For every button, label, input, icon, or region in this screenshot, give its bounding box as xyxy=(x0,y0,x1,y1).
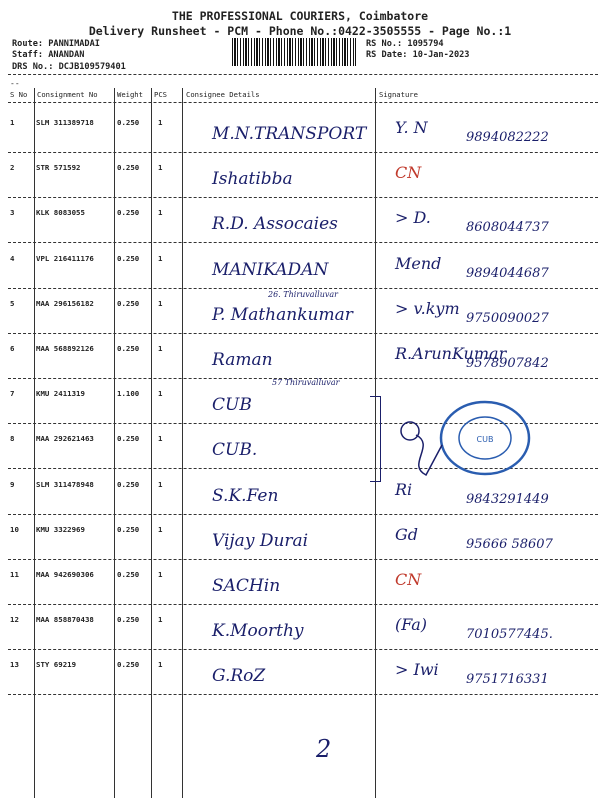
row-divider xyxy=(8,288,598,289)
row-sno: 2 xyxy=(10,163,15,173)
col-header-consignment: Consignment No xyxy=(37,90,98,99)
row-consignee: M.N.TRANSPORT xyxy=(212,124,367,144)
row-signature: Mend xyxy=(395,253,442,273)
row-divider xyxy=(8,197,598,198)
row-consignment: STR 571592 xyxy=(36,163,81,173)
row-signature: (Fa) xyxy=(395,615,428,635)
row-consignee: MANIKADAN xyxy=(212,259,329,280)
company-title: THE PROFESSIONAL COURIERS, Coimbatore xyxy=(171,9,429,23)
row-divider xyxy=(8,694,598,695)
divider xyxy=(8,102,598,103)
row-pcs: 1 xyxy=(158,208,163,218)
row-phone: 95666 58607 xyxy=(466,536,553,552)
row-consignment: MAA 292621463 xyxy=(36,434,94,444)
divider xyxy=(8,74,598,75)
row-consignment: KMU 3322969 xyxy=(36,524,85,534)
row-divider xyxy=(8,152,598,153)
row-consignee: Vijay Durai xyxy=(212,530,309,551)
row-divider xyxy=(8,242,598,243)
row-weight: 0.250 xyxy=(117,344,140,353)
row-consignment: SLM 311478948 xyxy=(36,479,94,489)
row-signature: Gd xyxy=(395,524,419,544)
row-divider xyxy=(8,649,598,650)
col-header-consignee: Consignee Details xyxy=(186,90,260,99)
row-sno: 7 xyxy=(10,389,15,399)
row-sno: 10 xyxy=(10,524,19,534)
row-consignment: MAA 858870438 xyxy=(36,615,94,625)
column-line xyxy=(151,88,152,798)
row-weight: 0.250 xyxy=(117,479,140,489)
row-consignee: SACHin xyxy=(212,576,281,596)
row-sno: 6 xyxy=(10,344,15,353)
row-signature: > Iwi xyxy=(395,660,439,680)
row-signature: > D. xyxy=(395,208,431,228)
row-phone: 9578907842 xyxy=(466,356,549,371)
barcode xyxy=(232,38,356,66)
row-phone: 9751716331 xyxy=(466,672,549,688)
row-pcs: 1 xyxy=(158,434,163,444)
col-header-weight: Weight xyxy=(117,90,143,99)
row-consignee: S.K.Fen xyxy=(212,485,279,506)
row-sno: 4 xyxy=(10,253,15,263)
row-consignee: K.Moorthy xyxy=(212,621,304,642)
route-label: Route: PANNIMADAI xyxy=(12,39,100,49)
row-sno: 12 xyxy=(10,615,19,625)
column-line xyxy=(114,88,115,798)
column-line xyxy=(34,88,35,798)
row-weight: 0.250 xyxy=(117,208,140,218)
row-pcs: 1 xyxy=(158,118,163,127)
row-weight: 0.250 xyxy=(117,253,140,263)
row-consignee: G.RoZ xyxy=(212,666,266,687)
row-pcs: 1 xyxy=(158,253,163,263)
row-consignee: Ishatibba xyxy=(212,169,293,190)
drs-number: DRS No.: DCJB109579401 xyxy=(12,62,126,72)
row-pcs: 1 xyxy=(158,615,163,625)
handwritten-note: 26. Thiruvalluvar xyxy=(268,290,338,299)
row-consignment: STY 69219 xyxy=(36,660,77,670)
row-signature: > v.kym xyxy=(395,298,460,318)
row-consignee: R.D. Assocaies xyxy=(212,214,338,235)
row-weight: 0.250 xyxy=(117,615,140,625)
row-weight: 0.250 xyxy=(117,118,140,127)
row-sno: 8 xyxy=(10,434,15,444)
column-line xyxy=(182,88,183,798)
row-phone: 7010577445. xyxy=(466,627,553,643)
row-consignee: P. Mathankumar xyxy=(212,304,353,325)
row-consignee: CUB xyxy=(212,395,252,416)
divider-dots: -- xyxy=(10,79,20,88)
rs-date: RS Date: 10-Jan-2023 xyxy=(366,50,470,60)
row-pcs: 1 xyxy=(158,298,163,308)
row-consignment: SLM 311389718 xyxy=(36,118,94,127)
handwritten-page-count: 2 xyxy=(316,735,332,763)
row-pcs: 1 xyxy=(158,570,163,579)
row-phone: 9894082222 xyxy=(466,130,549,145)
row-sno: 1 xyxy=(10,118,15,127)
col-header-sno: S No xyxy=(10,90,28,99)
row-sno: 13 xyxy=(10,660,19,670)
runsheet-subtitle: Delivery Runsheet - PCM - Phone No.:0422-3505555 - Page No.:1 xyxy=(88,24,512,38)
row-signature: Ri xyxy=(395,479,413,499)
row-signature: R.ArunKumar xyxy=(395,344,507,363)
row-consignment: MAA 568892126 xyxy=(36,344,94,353)
row-consignment: MAA 942690306 xyxy=(36,570,94,579)
row-sno: 3 xyxy=(10,208,15,218)
row-consignment: KLK 8083055 xyxy=(36,208,85,218)
row-signature: CN xyxy=(395,570,422,589)
row-phone: 9843291449 xyxy=(466,491,549,507)
handwritten-note: 57 Thiruvalluvar xyxy=(272,378,340,387)
row-signature: Y. N xyxy=(395,118,428,137)
row-weight: 0.250 xyxy=(117,434,140,444)
row-divider xyxy=(8,604,598,605)
row-pcs: 1 xyxy=(158,389,163,399)
row-consignment: VPL 216411176 xyxy=(36,253,94,263)
row-sno: 11 xyxy=(10,570,19,579)
row-weight: 1.100 xyxy=(117,389,140,399)
row-pcs: 1 xyxy=(158,660,163,670)
row-weight: 0.250 xyxy=(117,660,140,670)
svg-text:CUB: CUB xyxy=(476,435,494,444)
col-header-pcs: PCS xyxy=(154,90,167,99)
bracket-mark xyxy=(370,396,381,482)
signature-scribble xyxy=(396,415,456,489)
row-divider xyxy=(8,514,598,515)
row-sno: 5 xyxy=(10,298,15,308)
row-divider xyxy=(8,559,598,560)
row-weight: 0.250 xyxy=(117,298,140,308)
row-consignment: MAA 296156182 xyxy=(36,298,94,308)
row-phone: 9750090027 xyxy=(466,310,549,326)
row-phone: 8608044737 xyxy=(466,220,549,236)
row-weight: 0.250 xyxy=(117,163,140,173)
row-consignment: KMU 2411319 xyxy=(36,389,85,399)
row-consignee: CUB. xyxy=(212,440,258,461)
col-header-signature: Signature xyxy=(379,90,418,99)
row-weight: 0.250 xyxy=(117,570,140,579)
row-signature: CN xyxy=(395,163,422,183)
row-phone: 9894044687 xyxy=(466,265,549,281)
row-pcs: 1 xyxy=(158,344,163,353)
rs-number: RS No.: 1095794 xyxy=(366,39,444,49)
row-sno: 9 xyxy=(10,479,15,489)
row-divider xyxy=(8,333,598,334)
row-consignee: Raman xyxy=(212,350,273,370)
row-weight: 0.250 xyxy=(117,524,140,534)
row-pcs: 1 xyxy=(158,524,163,534)
staff-label: Staff: ANANDAN xyxy=(12,50,85,60)
row-pcs: 1 xyxy=(158,163,163,173)
row-pcs: 1 xyxy=(158,479,163,489)
